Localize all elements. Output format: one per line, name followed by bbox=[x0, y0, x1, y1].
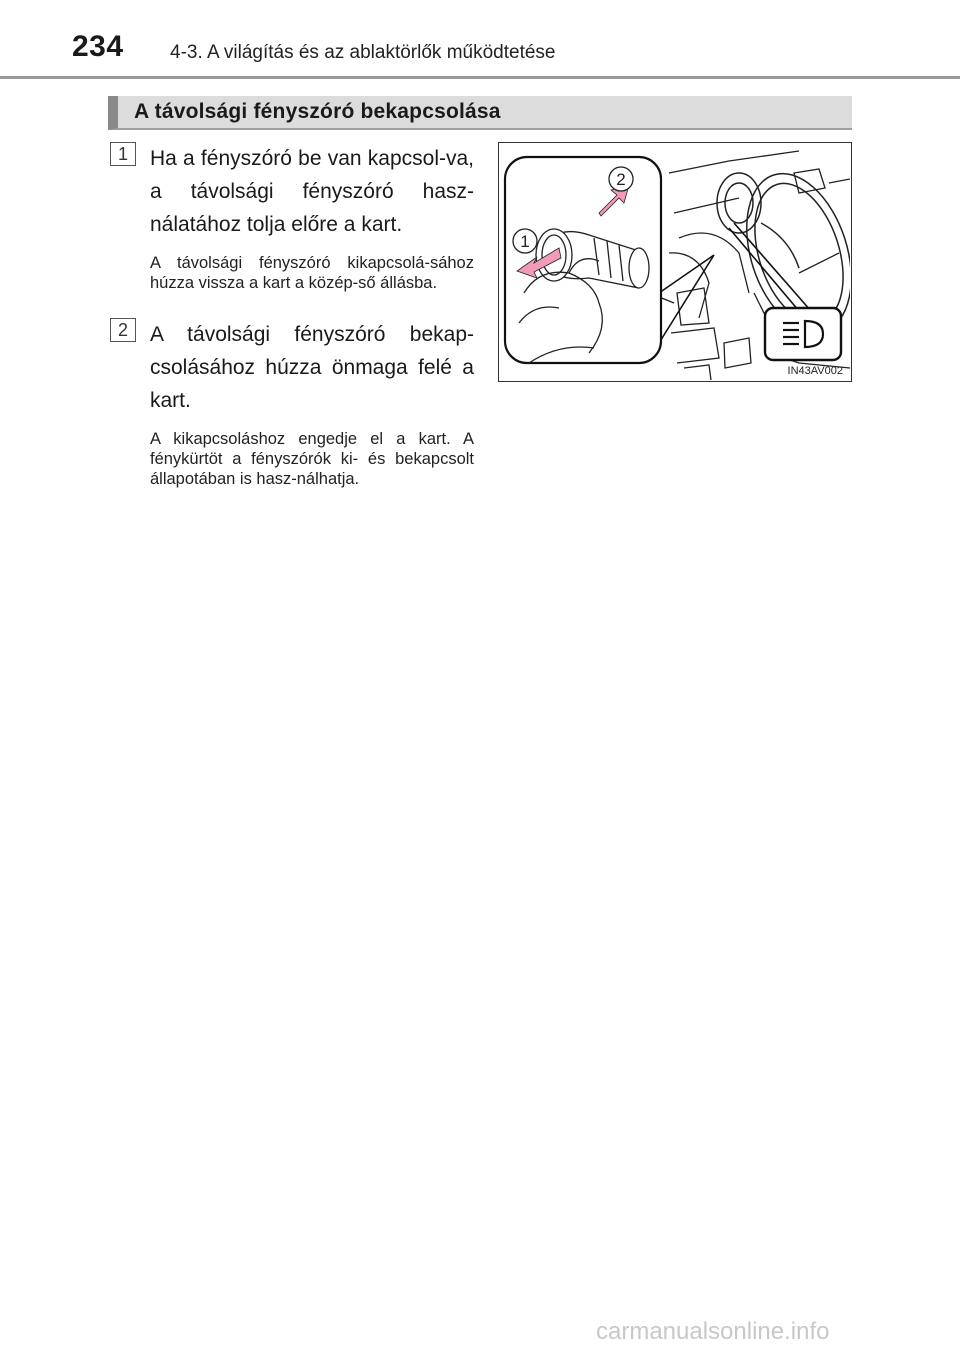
watermark: carmanualsonline.info bbox=[596, 1318, 830, 1345]
figure-code: IN43AV002 bbox=[787, 365, 843, 377]
step-2-instruction: A távolsági fényszóró bekap-csolásához húzza önmaga felé a kart. bbox=[150, 323, 474, 412]
illustration-drawing bbox=[499, 143, 850, 380]
step-2 bbox=[110, 318, 474, 489]
step-1 bbox=[110, 142, 474, 293]
section-heading-bar bbox=[108, 96, 852, 130]
page-number: 234 bbox=[72, 30, 124, 63]
step-number-1: 1 bbox=[110, 142, 136, 166]
step-1-instruction: Ha a fényszóró be van kapcsol-va, a távolsági fényszóró hasz-nálatához tolja előre a kart. bbox=[150, 147, 474, 236]
step-number-2: 2 bbox=[110, 318, 136, 342]
section-title: A távolsági fényszóró bekapcsolása bbox=[134, 100, 501, 123]
chapter-title: 4-3. A világítás és az ablaktörlők működtetése bbox=[170, 42, 556, 63]
callout-2 bbox=[609, 167, 633, 191]
callout-1-label: 1 bbox=[520, 232, 530, 251]
step-1-note: A távolsági fényszóró kikapcsolá-sához húzza vissza a kart a közép-ső állásba. bbox=[150, 254, 474, 292]
callout-1 bbox=[513, 229, 537, 253]
high-beam-icon bbox=[765, 308, 841, 360]
step-2-note: A kikapcsoláshoz engedje el a kart. A fénykürtöt a fényszórók ki- és bekapcsolt állapotában is hasz-nálhatja. bbox=[150, 430, 474, 488]
lever-illustration bbox=[498, 142, 852, 382]
callout-2-label: 2 bbox=[616, 170, 626, 189]
page-header bbox=[0, 0, 960, 78]
header-divider bbox=[0, 76, 960, 79]
